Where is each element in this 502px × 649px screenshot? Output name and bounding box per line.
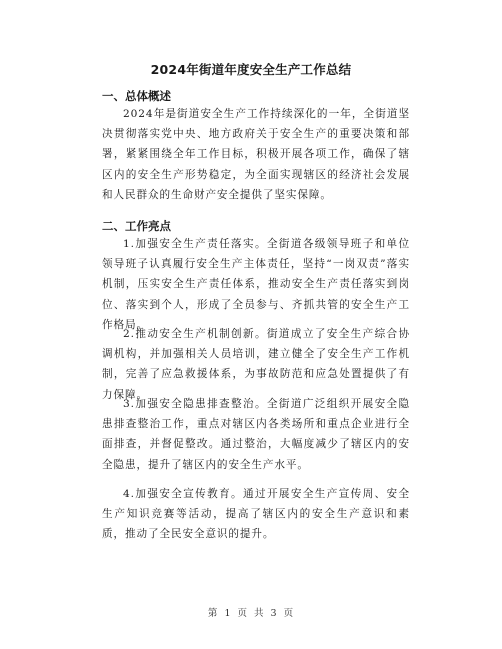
section-heading-highlights: 二、工作亮点 bbox=[102, 219, 171, 233]
paragraph-highlight-1: 1.加强安全生产责任落实。全街道各级领导班子和单位领导班子认真履行安全生产主体责任，坚持“一岗双责”落实机制，压实安全生产责任体系，推动安全生产责任落实到岗位、落实到个人，形成了全员参与、齐抓共管的安全生产工作格局。 bbox=[102, 238, 410, 331]
footer-page-number: 1 bbox=[224, 608, 232, 619]
paragraph-highlight-2: 2.推动安全生产机制创新。街道成立了安全生产综合协调机构，并加强相关人员培训，建立健全了安全生产工作机制，完善了应急救援体系，为事故防范和应急处置提供了有力保障。 bbox=[102, 328, 410, 401]
page-footer bbox=[0, 607, 502, 621]
paragraph-highlight-3: 3.加强安全隐患排查整治。全街道广泛组织开展安全隐患排查整治工作，重点对辖区内各类场所和重点企业进行全面排查，并督促整改。通过整治，大幅度减少了辖区内的安全隐患，提升了辖区内的安全生产水平。 bbox=[102, 398, 410, 471]
footer-total-pages: 3 bbox=[270, 608, 278, 619]
paragraph-overview: 2024年是街道安全生产工作持续深化的一年，全街道坚决贯彻落实党中央、地方政府关于安全生产的重要决策和部署，紧紧围绕全年工作目标，积极开展各项工作，确保了辖区内的安全生产形势稳定，为全面实现辖区的经济社会发展和人民群众的生命财产安全提供了坚实保障。 bbox=[102, 108, 410, 201]
footer-total-unit: 页 bbox=[283, 608, 295, 619]
footer-total-label: 共 bbox=[254, 608, 265, 619]
footer-page-unit: 页 bbox=[237, 608, 248, 619]
footer-page-label: 第 bbox=[207, 608, 219, 619]
section-heading-overview: 一、总体概述 bbox=[102, 89, 171, 103]
document-title: 2024年街道年度安全生产工作总结 bbox=[150, 62, 352, 77]
paragraph-highlight-4: 4.加强安全宣传教育。通过开展安全生产宣传周、安全生产知识竞赛等活动，提高了辖区内的安全生产意识和素质，推动了全民安全意识的提升。 bbox=[102, 488, 410, 541]
